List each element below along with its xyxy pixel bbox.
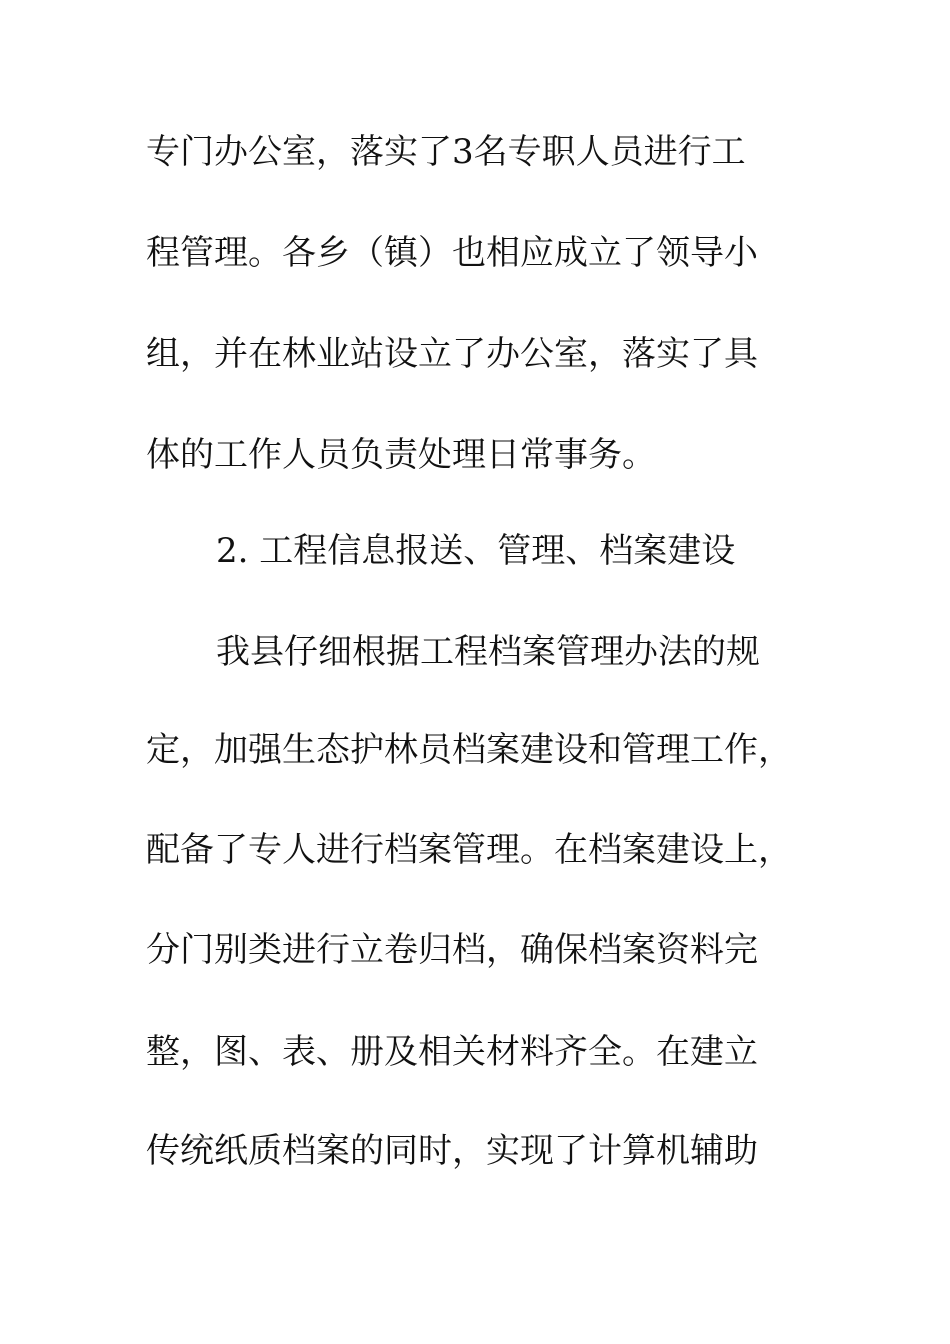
- section-heading: 2. 工程信息报送、管理、档案建设: [216, 531, 736, 571]
- paragraph2-line-2: 定，加强生态护林员档案建设和管理工作，: [146, 730, 792, 770]
- paragraph-line-3: 组，并在林业站设立了办公室，落实了具: [146, 334, 758, 374]
- paragraph2-line-1: 我县仔细根据工程档案管理办法的规: [216, 632, 760, 672]
- paragraph2-line-4: 分门别类进行立卷归档，确保档案资料完: [146, 930, 758, 970]
- paragraph-line-1: 专门办公室，落实了3名专职人员进行工: [146, 132, 746, 172]
- paragraph-line-2: 程管理。各乡（镇）也相应成立了领导小: [146, 233, 758, 273]
- paragraph2-line-3: 配备了专人进行档案管理。在档案建设上，: [146, 830, 792, 870]
- paragraph2-line-6: 传统纸质档案的同时，实现了计算机辅助: [146, 1131, 758, 1171]
- paragraph2-line-5: 整，图、表、册及相关材料齐全。在建立: [146, 1032, 758, 1072]
- paragraph-line-4: 体的工作人员负责处理日常事务。: [146, 435, 656, 475]
